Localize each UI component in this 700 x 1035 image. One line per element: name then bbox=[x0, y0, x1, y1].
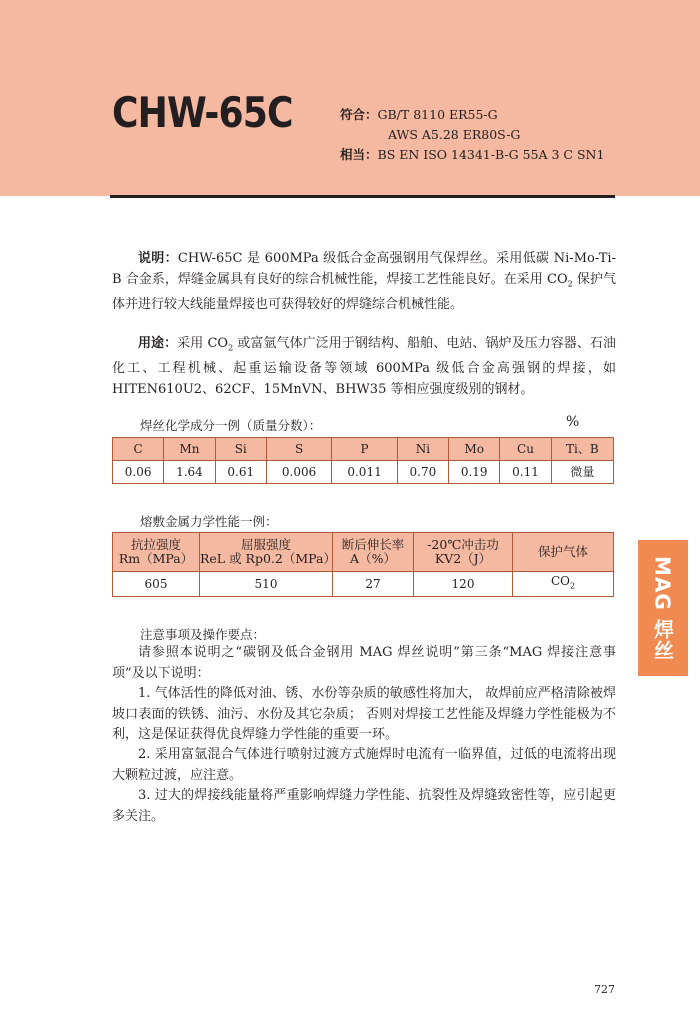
chem-title: 焊丝化学成分一例（质量分数）： bbox=[140, 418, 322, 433]
usage-sub: 2 bbox=[228, 343, 234, 353]
chem-table bbox=[112, 437, 614, 484]
category-side-tab bbox=[638, 540, 688, 676]
page-number: 727 bbox=[594, 983, 615, 996]
chem-header: Mo bbox=[449, 438, 500, 461]
mech-value: 120 bbox=[414, 572, 513, 597]
chem-value: 0.61 bbox=[215, 461, 266, 484]
mech-header-line2: Rm（MPa） bbox=[118, 551, 194, 566]
chem-header: Ti、B bbox=[551, 438, 613, 461]
chem-value: 0.006 bbox=[266, 461, 331, 484]
mech-value: 605 bbox=[113, 572, 200, 597]
description-text-a: CHW-65C 是 600MPa 级低合金高强钢用气保焊丝。采用低碳 Ni-Mo-Ti-B 合金系，焊缝金属具有良好的综合机械性能，焊接工艺性能良好。在采用 CO bbox=[112, 251, 616, 287]
mech-header-line1: 屈服强度 bbox=[240, 537, 291, 552]
mech-header bbox=[200, 533, 336, 572]
mech-header-line2: KV2（J） bbox=[434, 551, 492, 566]
conform-line-2 bbox=[388, 126, 520, 144]
equiv-line bbox=[340, 146, 604, 164]
description-label: 说明： bbox=[138, 251, 178, 266]
mech-header bbox=[113, 533, 200, 572]
notes-intro: 请参照本说明之“碳钢及低合金钢用 MAG 焊丝说明”第三条“MAG 焊接注意事项”及以下说明： bbox=[112, 645, 616, 681]
conform-standard-2: AWS A5.28 ER80S-G bbox=[388, 127, 521, 142]
chem-value-row bbox=[113, 461, 614, 484]
usage-text-b: 或富氩气体广泛用于钢结构、船舶、电站、锅炉及压力容器、石油化工、工程机械、起重运输设备等领域 600MPa 级低合金高强钢的焊接，如 HITEN610U2、62CF、15MnVN、BHW35 等相应强度级别的钢材。 bbox=[112, 336, 616, 397]
chem-header: P bbox=[332, 438, 397, 461]
equiv-label: 相当： bbox=[340, 147, 378, 162]
chem-value: 1.64 bbox=[164, 461, 215, 484]
header-rule bbox=[110, 195, 615, 198]
chem-unit: % bbox=[566, 414, 580, 430]
mech-header-line2: A（%） bbox=[350, 551, 396, 566]
chem-value: 0.011 bbox=[332, 461, 397, 484]
mech-header bbox=[414, 533, 513, 572]
usage-label: 用途： bbox=[138, 336, 178, 351]
product-title: CHW-65C bbox=[112, 88, 293, 137]
mech-header-line1: 断后伸长率 bbox=[341, 537, 405, 552]
mech-value: 510 bbox=[200, 572, 333, 597]
notes-item-2: 2. 采用富氩混合气体进行喷射过渡方式施焊时电流有一临界值，过低的电流将出现大颗粒过渡，应注意。 bbox=[112, 747, 616, 783]
mech-header-row bbox=[113, 533, 614, 572]
description-sub: 2 bbox=[567, 279, 573, 289]
description-text-b: 保护气体并进行较大线能量焊接也可获得较好的焊缝综合机械性能。 bbox=[112, 271, 616, 312]
chem-value: 0.06 bbox=[113, 461, 164, 484]
mech-header bbox=[333, 533, 414, 572]
notes-item-1: 1. 气体活性的降低对油、锈、水份等杂质的敏感性将加大， 故焊前应严格清除被焊坡口表面的铁锈、油污、水份及其它杂质； 否则对焊接工艺性能及焊缝力学性能极为不利，这是保证获得优良焊缝力学性能的重要一环。 bbox=[112, 686, 616, 742]
mech-header bbox=[513, 533, 614, 572]
mech-title: 熔敷金属力学性能一例： bbox=[140, 514, 278, 529]
mech-header-line1: -20℃冲击功 bbox=[427, 537, 499, 552]
chem-header: Mn bbox=[164, 438, 215, 461]
conform-label: 符合： bbox=[340, 107, 378, 122]
usage-text-a: 采用 CO bbox=[177, 336, 229, 351]
chem-header: Cu bbox=[500, 438, 551, 461]
mech-value: 27 bbox=[333, 572, 414, 597]
chem-header: Ni bbox=[397, 438, 448, 461]
conform-standard-1: GB/T 8110 ER55-G bbox=[377, 107, 498, 122]
side-tab-label: MAG 焊丝 bbox=[650, 555, 675, 661]
chem-header-row bbox=[113, 438, 614, 461]
mech-header-line2: ReL 或 Rp0.2（MPa） bbox=[200, 551, 336, 566]
mech-value-gas bbox=[513, 572, 614, 597]
chem-value: 0.11 bbox=[500, 461, 551, 484]
mech-table bbox=[112, 532, 614, 597]
chem-value: 微量 bbox=[551, 461, 613, 484]
mech-header-line1: 抗拉强度 bbox=[130, 537, 181, 552]
chem-value: 0.19 bbox=[449, 461, 500, 484]
usage-paragraph bbox=[112, 334, 616, 400]
chem-value: 0.70 bbox=[397, 461, 448, 484]
notes-item-3: 3. 过大的焊接线能量将严重影响焊缝力学性能、抗裂性及焊缝致密性等，应引起更多关注。 bbox=[112, 788, 616, 824]
chem-header: S bbox=[266, 438, 331, 461]
chem-header: C bbox=[113, 438, 164, 461]
chem-header: Si bbox=[215, 438, 266, 461]
equiv-standard: BS EN ISO 14341-B-G 55A 3 C SN1 bbox=[377, 147, 605, 162]
conform-line-1 bbox=[340, 106, 498, 124]
gas-sub: 2 bbox=[569, 581, 576, 591]
mech-value-row bbox=[113, 572, 614, 597]
header-band bbox=[0, 0, 700, 196]
description-paragraph bbox=[112, 249, 616, 315]
notes-title: 注意事项及操作要点： bbox=[140, 627, 266, 642]
mech-header-line1: 保护气体 bbox=[537, 544, 588, 559]
gas-text: CO bbox=[550, 574, 570, 589]
